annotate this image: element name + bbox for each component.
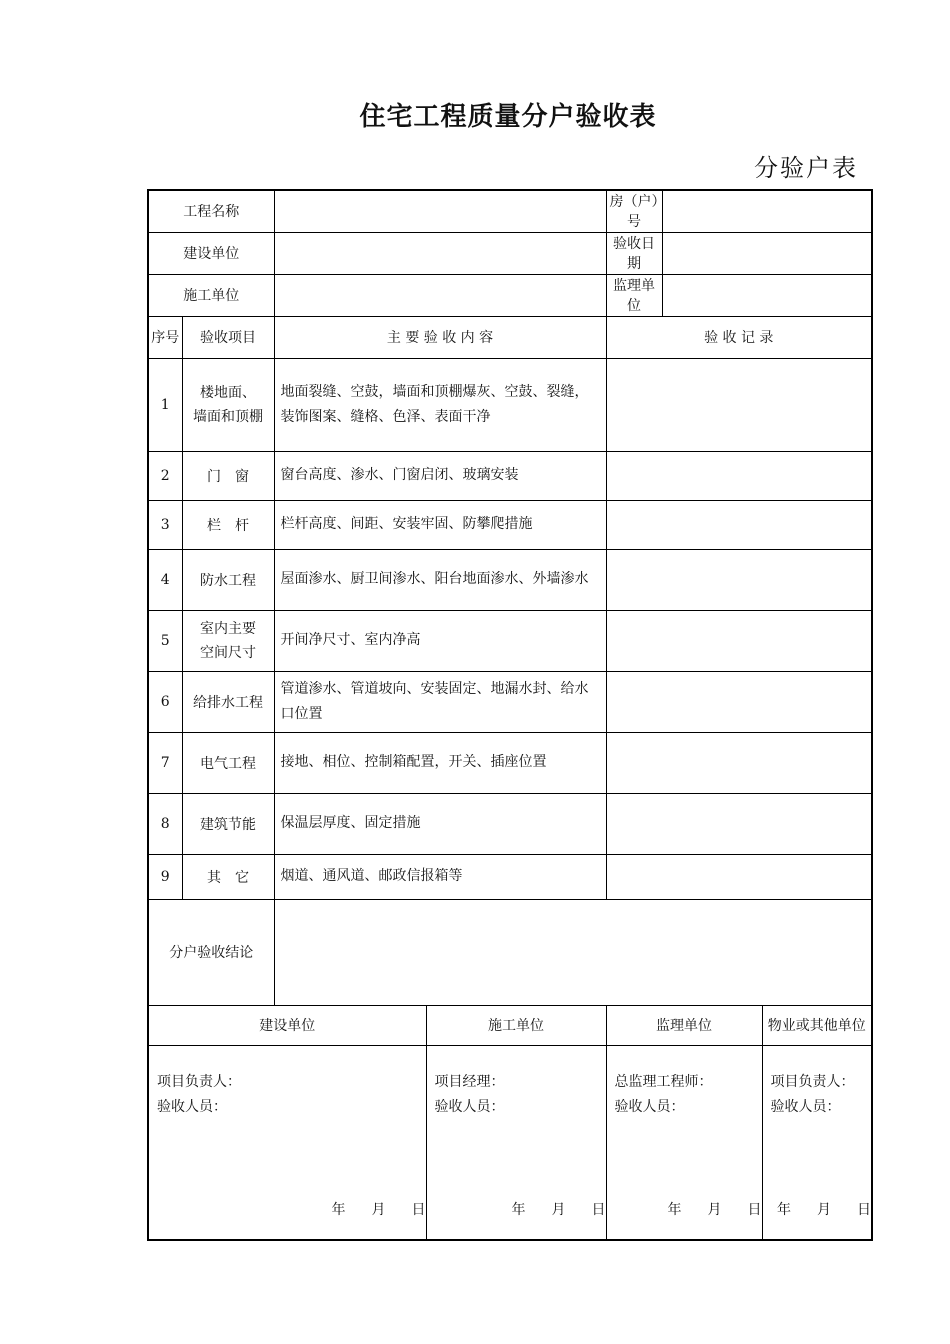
row-content: 开间净尺寸、室内净高 [274,610,606,671]
constructor-field[interactable] [274,274,606,316]
builder-field[interactable] [274,232,606,274]
signature-line: 验收人员： [157,1098,227,1115]
row-content: 保温层厚度、固定措施 [274,793,606,854]
signature-unit-header: 建设单位 [148,1005,426,1045]
date-day: 日 [857,1202,872,1218]
date-day: 日 [591,1202,606,1218]
signature-date [149,1199,426,1219]
signature-unit-header: 监理单位 [606,1005,762,1045]
row-item-line: 室内主要 [200,620,256,637]
row-content: 接地、相位、控制箱配置，开关、插座位置 [274,732,606,793]
row-record-field[interactable] [606,549,872,610]
row-item: 门 窗 [182,451,274,500]
table-row [148,671,872,732]
row-record-field[interactable] [606,793,872,854]
room-number-label: 房（户）号 [606,190,662,232]
room-number-field[interactable] [662,190,872,232]
row-item: 防水工程 [182,549,274,610]
supervisor-field[interactable] [662,274,872,316]
row-record-field[interactable] [606,451,872,500]
signature-date [607,1199,762,1219]
signature-line: 验收人员： [770,1098,841,1115]
row-no: 8 [148,793,182,854]
date-year: 年 [777,1202,792,1218]
signature-line: 验收人员： [614,1098,685,1115]
conclusion-field[interactable] [274,899,872,1005]
signature-cell[interactable] [426,1045,606,1240]
table-row [148,451,872,500]
signature-line: 总监理工程师： [614,1073,713,1090]
row-no: 2 [148,451,182,500]
row-item: 栏 杆 [182,500,274,549]
table-row [148,610,872,671]
row-item-line: 空间尺寸 [200,644,256,661]
row-no: 9 [148,854,182,899]
signature-unit-header: 施工单位 [426,1005,606,1045]
row-item: 其 它 [182,854,274,899]
row-item: 建筑节能 [182,793,274,854]
constructor-label: 施工单位 [148,274,274,316]
signature-line: 项目负责人： [770,1073,855,1090]
row-item: 电气工程 [182,732,274,793]
col-header-content: 主 要 验 收 内 容 [274,316,606,358]
date-month: 月 [817,1202,832,1218]
row-item-line: 墙面和顶棚 [193,408,263,425]
row-no: 5 [148,610,182,671]
row-content: 管道渗水、管道坡向、安装固定、地漏水封、给水口位置 [274,671,606,732]
date-year: 年 [511,1202,526,1218]
row-record-field[interactable] [606,500,872,549]
table-row [148,358,872,451]
table-row [148,549,872,610]
date-month: 月 [551,1202,566,1218]
date-day: 日 [747,1202,762,1218]
row-content: 烟道、通风道、邮政信报箱等 [274,854,606,899]
row-record-field[interactable] [606,732,872,793]
page-title: 住宅工程质量分户验收表 [359,102,657,132]
col-header-item: 验收项目 [182,316,274,358]
row-no: 4 [148,549,182,610]
date-month: 月 [371,1202,386,1218]
signature-line: 项目负责人： [157,1073,241,1090]
col-header-no: 序号 [148,316,182,358]
supervisor-label: 监理单位 [606,274,662,316]
row-no: 1 [148,358,182,451]
signature-cell[interactable] [606,1045,762,1240]
row-content: 窗台高度、渗水、门窗启闭、玻璃安装 [274,451,606,500]
table-row [148,793,872,854]
table-row [148,854,872,899]
row-record-field[interactable] [606,854,872,899]
acceptance-table [147,189,873,1241]
row-no: 7 [148,732,182,793]
signature-date [427,1199,606,1219]
conclusion-label: 分户验收结论 [148,899,274,1005]
date-year: 年 [667,1202,682,1218]
date-day: 日 [411,1202,426,1218]
row-record-field[interactable] [606,610,872,671]
signature-unit-header: 物业或其他单位 [762,1005,872,1045]
signature-cell[interactable] [762,1045,872,1240]
row-content: 屋面渗水、厨卫间渗水、阳台地面渗水、外墙渗水 [274,549,606,610]
signature-line: 验收人员： [434,1098,505,1115]
signature-line: 项目经理： [434,1073,505,1090]
builder-label: 建设单位 [148,232,274,274]
form-subtitle: 分验户表 [754,154,858,182]
row-record-field[interactable] [606,671,872,732]
row-no: 6 [148,671,182,732]
check-date-field[interactable] [662,232,872,274]
table-row [148,500,872,549]
col-header-record: 验 收 记 录 [606,316,872,358]
row-item-line: 楼地面、 [200,384,256,401]
row-item: 给排水工程 [182,671,274,732]
date-year: 年 [331,1202,346,1218]
row-content: 地面裂缝、空鼓，墙面和顶棚爆灰、空鼓、裂缝，装饰图案、缝格、色泽、表面干净 [274,358,606,451]
row-content: 栏杆高度、间距、安装牢固、防攀爬措施 [274,500,606,549]
project-name-label: 工程名称 [148,190,274,232]
project-name-field[interactable] [274,190,606,232]
row-record-field[interactable] [606,358,872,451]
row-no: 3 [148,500,182,549]
signature-date [763,1199,872,1219]
row-item [182,610,274,671]
signature-cell[interactable] [148,1045,426,1240]
check-date-label: 验收日期 [606,232,662,274]
date-month: 月 [707,1202,722,1218]
row-item [182,358,274,451]
table-row [148,732,872,793]
